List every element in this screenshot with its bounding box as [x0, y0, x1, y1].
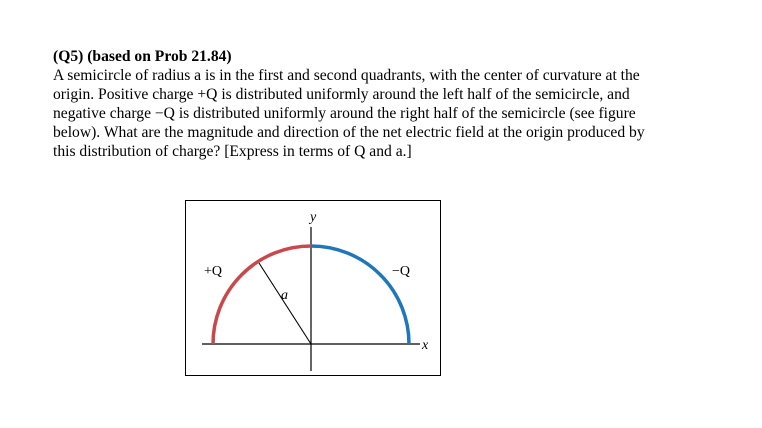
y-axis-label: y [310, 210, 317, 225]
negative-charge-label: −Q [392, 264, 411, 279]
problem-line-1: A semicircle of radius a is in the first and second quadrants, with the center of curvature at the [53, 67, 640, 84]
problem-line-4: below). What are the magnitude and direction of the net electric field at the origin produced by [53, 124, 645, 141]
radius-label: a [281, 288, 288, 303]
x-axis-label: x [422, 338, 429, 353]
problem-text [53, 47, 743, 161]
problem-line-5: this distribution of charge? [Express in terms of Q and a.] [53, 143, 412, 160]
problem-line-2: origin. Positive charge +Q is distributed uniformly around the left half of the semicircle, and [53, 86, 630, 103]
figure-diagram [186, 201, 439, 374]
semicircle-figure [185, 200, 441, 376]
problem-heading: (Q5) (based on Prob 21.84) [53, 48, 232, 65]
positive-charge-arc [213, 246, 311, 344]
negative-charge-arc [311, 246, 409, 344]
positive-charge-label: +Q [204, 264, 223, 279]
radius-line [259, 263, 311, 344]
problem-line-3: negative charge −Q is distributed uniformly around the right half of the semicircle (see figure [53, 105, 636, 122]
